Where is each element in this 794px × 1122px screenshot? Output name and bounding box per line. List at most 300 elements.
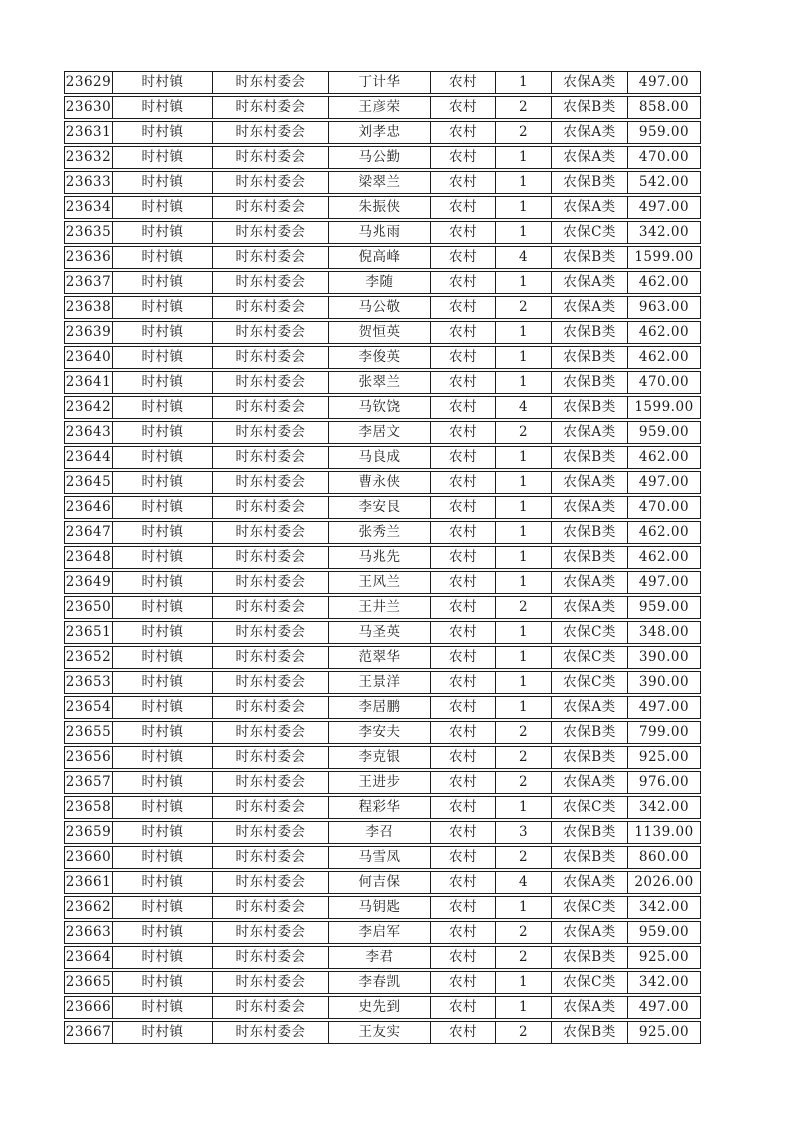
table-cell: 时东村委会 xyxy=(213,547,329,568)
table-cell: 时东村委会 xyxy=(213,847,329,868)
table-cell: 23658 xyxy=(65,797,113,818)
table-cell: 时东村委会 xyxy=(213,622,329,643)
table-cell: 23652 xyxy=(65,647,113,668)
table-cell: 470.00 xyxy=(638,498,690,515)
table-cell: 4 xyxy=(496,397,552,418)
table-cell: 农保B类 xyxy=(552,847,628,868)
table-cell: 时东村委会 xyxy=(213,922,329,943)
table-cell: 王友实 xyxy=(329,1022,431,1043)
table-cell: 时东村委会 xyxy=(213,447,329,468)
table-cell: 农村 xyxy=(431,1022,496,1043)
table-cell: 3 xyxy=(496,822,552,843)
table-cell: 史先到 xyxy=(329,997,431,1018)
table-cell: 390.00 xyxy=(638,648,690,665)
table-cell: 时东村委会 xyxy=(213,1022,329,1043)
table-row xyxy=(64,146,701,169)
table-cell: 时村镇 xyxy=(113,572,213,593)
table-cell: 时东村委会 xyxy=(213,522,329,543)
table-cell: 925.00 xyxy=(638,948,690,965)
table-cell: 农保A类 xyxy=(552,872,628,893)
table-cell: 时村镇 xyxy=(113,872,213,893)
table-cell: 23630 xyxy=(65,97,113,118)
table-cell: 1 xyxy=(496,797,552,818)
table-row xyxy=(64,246,701,269)
table-cell: 23635 xyxy=(65,222,113,243)
table-cell: 农保B类 xyxy=(552,347,628,368)
table-cell: 1 xyxy=(496,547,552,568)
table-cell: 542.00 xyxy=(638,173,690,190)
table-row xyxy=(64,996,701,1019)
table-row xyxy=(64,921,701,944)
table-cell: 23634 xyxy=(65,197,113,218)
table-row xyxy=(64,596,701,619)
table-cell: 农保C类 xyxy=(552,972,628,993)
table-cell: 时东村委会 xyxy=(213,697,329,718)
table-cell: 348.00 xyxy=(638,623,690,640)
table-cell: 2026.00 xyxy=(634,873,694,890)
table-cell: 农村 xyxy=(431,497,496,518)
table-cell: 农村 xyxy=(431,372,496,393)
table-cell: 23661 xyxy=(65,872,113,893)
table-cell: 李居鹏 xyxy=(329,697,431,718)
table-cell: 时东村委会 xyxy=(213,472,329,493)
table-row xyxy=(64,546,701,569)
table-cell: 959.00 xyxy=(638,423,690,440)
table-cell: 959.00 xyxy=(638,123,690,140)
table-cell: 2 xyxy=(496,122,552,143)
table-cell: 农保C类 xyxy=(552,672,628,693)
table-cell: 倪高峰 xyxy=(329,247,431,268)
table-cell: 497.00 xyxy=(638,473,690,490)
table-cell: 农保B类 xyxy=(552,1022,628,1043)
table-cell: 时村镇 xyxy=(113,372,213,393)
table-cell: 农保A类 xyxy=(552,197,628,218)
table-cell: 时东村委会 xyxy=(213,972,329,993)
table-cell: 时村镇 xyxy=(113,772,213,793)
table-cell: 时村镇 xyxy=(113,397,213,418)
table-cell: 农保B类 xyxy=(552,97,628,118)
table-cell: 农保A类 xyxy=(552,472,628,493)
table-cell: 2 xyxy=(496,772,552,793)
table-cell: 时村镇 xyxy=(113,147,213,168)
table-cell: 462.00 xyxy=(638,548,690,565)
table-cell: 农村 xyxy=(431,172,496,193)
table-cell: 1 xyxy=(496,347,552,368)
table-cell: 时东村委会 xyxy=(213,872,329,893)
table-cell: 张翠兰 xyxy=(329,372,431,393)
table-cell: 497.00 xyxy=(638,698,690,715)
table-cell: 李俊英 xyxy=(329,347,431,368)
table-cell: 李君 xyxy=(329,947,431,968)
table-cell: 1 xyxy=(496,72,552,93)
table-cell: 时村镇 xyxy=(113,822,213,843)
table-cell: 976.00 xyxy=(638,773,690,790)
table-row xyxy=(64,896,701,919)
table-cell: 马公敬 xyxy=(329,297,431,318)
table-cell: 时村镇 xyxy=(113,347,213,368)
table-cell: 时东村委会 xyxy=(213,772,329,793)
table-row xyxy=(64,421,701,444)
table-cell: 时村镇 xyxy=(113,197,213,218)
table-cell: 342.00 xyxy=(638,973,690,990)
table-cell: 时东村委会 xyxy=(213,372,329,393)
table-cell: 农村 xyxy=(431,397,496,418)
table-cell: 农村 xyxy=(431,847,496,868)
table-cell: 曹永侠 xyxy=(329,472,431,493)
table-cell: 时村镇 xyxy=(113,972,213,993)
table-cell: 2 xyxy=(496,922,552,943)
table-cell: 925.00 xyxy=(638,748,690,765)
table-cell: 时东村委会 xyxy=(213,572,329,593)
table-cell: 497.00 xyxy=(638,998,690,1015)
table-cell: 497.00 xyxy=(638,573,690,590)
table-row xyxy=(64,746,701,769)
table-cell: 390.00 xyxy=(638,673,690,690)
table-cell: 时村镇 xyxy=(113,447,213,468)
table-cell: 农村 xyxy=(431,747,496,768)
table-cell: 丁计华 xyxy=(329,72,431,93)
table-cell: 时村镇 xyxy=(113,722,213,743)
table-cell: 贺恒英 xyxy=(329,322,431,343)
table-cell: 农村 xyxy=(431,772,496,793)
table-cell: 时东村委会 xyxy=(213,797,329,818)
table-cell: 1 xyxy=(496,322,552,343)
table-cell: 时村镇 xyxy=(113,897,213,918)
table-cell: 1 xyxy=(496,672,552,693)
table-cell: 马兆先 xyxy=(329,547,431,568)
table-cell: 农村 xyxy=(431,147,496,168)
table-cell: 2 xyxy=(496,297,552,318)
table-cell: 农村 xyxy=(431,522,496,543)
table-cell: 农保A类 xyxy=(552,72,628,93)
table-cell: 497.00 xyxy=(638,198,690,215)
table-cell: 23646 xyxy=(65,497,113,518)
table-cell: 李克银 xyxy=(329,747,431,768)
table-cell: 李安艮 xyxy=(329,497,431,518)
table-row xyxy=(64,821,701,844)
table-cell: 时村镇 xyxy=(113,297,213,318)
table-cell: 农保B类 xyxy=(552,372,628,393)
table-cell: 李启军 xyxy=(329,922,431,943)
table-cell: 23651 xyxy=(65,622,113,643)
table-cell: 时村镇 xyxy=(113,922,213,943)
table-cell: 农村 xyxy=(431,297,496,318)
table-cell: 农保A类 xyxy=(552,272,628,293)
table-cell: 23642 xyxy=(65,397,113,418)
table-cell: 时东村委会 xyxy=(213,397,329,418)
table-cell: 23666 xyxy=(65,997,113,1018)
table-cell: 23649 xyxy=(65,572,113,593)
table-cell: 1 xyxy=(496,572,552,593)
table-cell: 1 xyxy=(496,147,552,168)
table-cell: 23631 xyxy=(65,122,113,143)
table-cell: 4 xyxy=(496,872,552,893)
table-cell: 799.00 xyxy=(638,723,690,740)
table-cell: 1 xyxy=(496,522,552,543)
table-row xyxy=(64,696,701,719)
table-cell: 农村 xyxy=(431,347,496,368)
table-row xyxy=(64,446,701,469)
table-cell: 23641 xyxy=(65,372,113,393)
table-cell: 23655 xyxy=(65,722,113,743)
table-cell: 农保C类 xyxy=(552,222,628,243)
table-cell: 462.00 xyxy=(638,323,690,340)
table-cell: 农村 xyxy=(431,72,496,93)
table-cell: 23637 xyxy=(65,272,113,293)
table-cell: 农保B类 xyxy=(552,172,628,193)
table-cell: 963.00 xyxy=(638,298,690,315)
table-cell: 时东村委会 xyxy=(213,747,329,768)
table-cell: 860.00 xyxy=(638,848,690,865)
table-cell: 农保A类 xyxy=(552,497,628,518)
table-cell: 农保B类 xyxy=(552,947,628,968)
table-cell: 王彦荣 xyxy=(329,97,431,118)
table-row xyxy=(64,121,701,144)
table-cell: 23629 xyxy=(65,72,113,93)
table-cell: 时村镇 xyxy=(113,97,213,118)
table-cell: 2 xyxy=(496,97,552,118)
table-cell: 23647 xyxy=(65,522,113,543)
table-cell: 1 xyxy=(496,197,552,218)
table-cell: 农保A类 xyxy=(552,597,628,618)
table-cell: 1 xyxy=(496,997,552,1018)
table-cell: 959.00 xyxy=(638,923,690,940)
table-cell: 农保B类 xyxy=(552,247,628,268)
table-cell: 农保C类 xyxy=(552,622,628,643)
table-cell: 2 xyxy=(496,1022,552,1043)
table-cell: 王井兰 xyxy=(329,597,431,618)
table-cell: 时村镇 xyxy=(113,597,213,618)
table-cell: 时东村委会 xyxy=(213,672,329,693)
table-cell: 农保B类 xyxy=(552,722,628,743)
table-cell: 朱振侠 xyxy=(329,197,431,218)
table-cell: 470.00 xyxy=(638,373,690,390)
table-cell: 农保B类 xyxy=(552,747,628,768)
table-cell: 时村镇 xyxy=(113,947,213,968)
table-cell: 时东村委会 xyxy=(213,822,329,843)
table-cell: 马兆雨 xyxy=(329,222,431,243)
table-cell: 1 xyxy=(496,697,552,718)
table-cell: 时村镇 xyxy=(113,622,213,643)
table-cell: 23648 xyxy=(65,547,113,568)
table-row xyxy=(64,771,701,794)
table-cell: 23638 xyxy=(65,297,113,318)
table-cell: 农村 xyxy=(431,197,496,218)
table-cell: 时东村委会 xyxy=(213,197,329,218)
table-cell: 农村 xyxy=(431,247,496,268)
table-cell: 马公勤 xyxy=(329,147,431,168)
table-cell: 23654 xyxy=(65,697,113,718)
table-cell: 农保A类 xyxy=(552,422,628,443)
table-cell: 农村 xyxy=(431,622,496,643)
table-cell: 470.00 xyxy=(638,148,690,165)
table-cell: 时村镇 xyxy=(113,797,213,818)
table-row xyxy=(64,296,701,319)
table-cell: 时村镇 xyxy=(113,122,213,143)
table-row xyxy=(64,396,701,419)
table-cell: 时村镇 xyxy=(113,522,213,543)
table-cell: 1 xyxy=(496,897,552,918)
table-cell: 23650 xyxy=(65,597,113,618)
table-cell: 959.00 xyxy=(638,598,690,615)
table-cell: 农村 xyxy=(431,922,496,943)
table-cell: 农保B类 xyxy=(552,322,628,343)
table-row xyxy=(64,971,701,994)
table-cell: 23667 xyxy=(65,1022,113,1043)
table-cell: 462.00 xyxy=(638,523,690,540)
table-row xyxy=(64,471,701,494)
table-cell: 时东村委会 xyxy=(213,497,329,518)
table-cell: 马良成 xyxy=(329,447,431,468)
table-cell: 时村镇 xyxy=(113,647,213,668)
table-cell: 农保A类 xyxy=(552,297,628,318)
table-cell: 农村 xyxy=(431,547,496,568)
table-cell: 农村 xyxy=(431,272,496,293)
table-cell: 农村 xyxy=(431,972,496,993)
table-row xyxy=(64,1021,701,1044)
table-cell: 342.00 xyxy=(638,898,690,915)
table-cell: 农村 xyxy=(431,697,496,718)
table-cell: 2 xyxy=(496,847,552,868)
table-row xyxy=(64,571,701,594)
table-cell: 23660 xyxy=(65,847,113,868)
table-cell: 时东村委会 xyxy=(213,297,329,318)
table-row xyxy=(64,96,701,119)
table-cell: 时东村委会 xyxy=(213,647,329,668)
table-cell: 时村镇 xyxy=(113,497,213,518)
table-cell: 王景洋 xyxy=(329,672,431,693)
table-cell: 李居文 xyxy=(329,422,431,443)
table-cell: 农保B类 xyxy=(552,397,628,418)
table-cell: 925.00 xyxy=(638,1023,690,1040)
table-cell: 农保B类 xyxy=(552,522,628,543)
table-cell: 23665 xyxy=(65,972,113,993)
table-cell: 时村镇 xyxy=(113,672,213,693)
table-cell: 23643 xyxy=(65,422,113,443)
table-row xyxy=(64,846,701,869)
table-cell: 342.00 xyxy=(638,223,690,240)
table-row xyxy=(64,521,701,544)
table-cell: 农保A类 xyxy=(552,997,628,1018)
table-cell: 1 xyxy=(496,497,552,518)
table-row xyxy=(64,621,701,644)
table-cell: 农保A类 xyxy=(552,572,628,593)
table-cell: 2 xyxy=(496,597,552,618)
table-cell: 462.00 xyxy=(638,273,690,290)
table-cell: 时东村委会 xyxy=(213,597,329,618)
table-cell: 时村镇 xyxy=(113,222,213,243)
table-cell: 时村镇 xyxy=(113,322,213,343)
table-cell: 时东村委会 xyxy=(213,272,329,293)
table-cell: 1 xyxy=(496,272,552,293)
table-cell: 范翠华 xyxy=(329,647,431,668)
table-cell: 农村 xyxy=(431,672,496,693)
table-row xyxy=(64,871,701,894)
table-cell: 农保A类 xyxy=(552,697,628,718)
table-cell: 462.00 xyxy=(638,448,690,465)
table-cell: 时村镇 xyxy=(113,472,213,493)
table-cell: 23653 xyxy=(65,672,113,693)
table-cell: 李随 xyxy=(329,272,431,293)
table-cell: 李春凯 xyxy=(329,972,431,993)
table-cell: 1139.00 xyxy=(634,823,694,840)
table-row xyxy=(64,346,701,369)
table-cell: 李召 xyxy=(329,822,431,843)
table-cell: 时东村委会 xyxy=(213,222,329,243)
table-cell: 342.00 xyxy=(638,798,690,815)
table-cell: 农村 xyxy=(431,97,496,118)
table-cell: 农保A类 xyxy=(552,772,628,793)
table-cell: 23663 xyxy=(65,922,113,943)
table-cell: 时东村委会 xyxy=(213,897,329,918)
table-cell: 23636 xyxy=(65,247,113,268)
table-row xyxy=(64,271,701,294)
table-cell: 程彩华 xyxy=(329,797,431,818)
table-cell: 23657 xyxy=(65,772,113,793)
table-cell: 农村 xyxy=(431,947,496,968)
table-cell: 农村 xyxy=(431,472,496,493)
table-cell: 时村镇 xyxy=(113,1022,213,1043)
table-cell: 23640 xyxy=(65,347,113,368)
table-cell: 858.00 xyxy=(638,98,690,115)
table-cell: 农村 xyxy=(431,597,496,618)
table-cell: 4 xyxy=(496,247,552,268)
table-cell: 农保A类 xyxy=(552,147,628,168)
table-cell: 农村 xyxy=(431,647,496,668)
table-cell: 王进步 xyxy=(329,772,431,793)
table-cell: 农村 xyxy=(431,997,496,1018)
table-row xyxy=(64,321,701,344)
table-cell: 2 xyxy=(496,747,552,768)
table-cell: 时村镇 xyxy=(113,847,213,868)
table-cell: 农村 xyxy=(431,322,496,343)
table-row xyxy=(64,496,701,519)
table-cell: 张秀兰 xyxy=(329,522,431,543)
table-cell: 农保C类 xyxy=(552,797,628,818)
table-cell: 时东村委会 xyxy=(213,722,329,743)
table-cell: 何吉保 xyxy=(329,872,431,893)
table-cell: 农村 xyxy=(431,422,496,443)
table-cell: 农村 xyxy=(431,572,496,593)
table-row xyxy=(64,221,701,244)
table-row xyxy=(64,196,701,219)
table-cell: 农村 xyxy=(431,822,496,843)
table-cell: 时村镇 xyxy=(113,272,213,293)
table-cell: 马钦饶 xyxy=(329,397,431,418)
table-cell: 时村镇 xyxy=(113,172,213,193)
table-cell: 马雪凤 xyxy=(329,847,431,868)
table-cell: 农保B类 xyxy=(552,447,628,468)
table-cell: 462.00 xyxy=(638,348,690,365)
table-cell: 时东村委会 xyxy=(213,147,329,168)
table-cell: 农保A类 xyxy=(552,122,628,143)
table-cell: 23632 xyxy=(65,147,113,168)
table-cell: 时村镇 xyxy=(113,997,213,1018)
table-cell: 23664 xyxy=(65,947,113,968)
table-cell: 梁翠兰 xyxy=(329,172,431,193)
table-cell: 农保C类 xyxy=(552,897,628,918)
table-cell: 时村镇 xyxy=(113,247,213,268)
table-cell: 时东村委会 xyxy=(213,997,329,1018)
table-cell: 时东村委会 xyxy=(213,347,329,368)
table-cell: 1 xyxy=(496,472,552,493)
table-row xyxy=(64,946,701,969)
table-cell: 1 xyxy=(496,372,552,393)
table-cell: 时东村委会 xyxy=(213,97,329,118)
table-cell: 时村镇 xyxy=(113,422,213,443)
table-row xyxy=(64,371,701,394)
table-cell: 23656 xyxy=(65,747,113,768)
